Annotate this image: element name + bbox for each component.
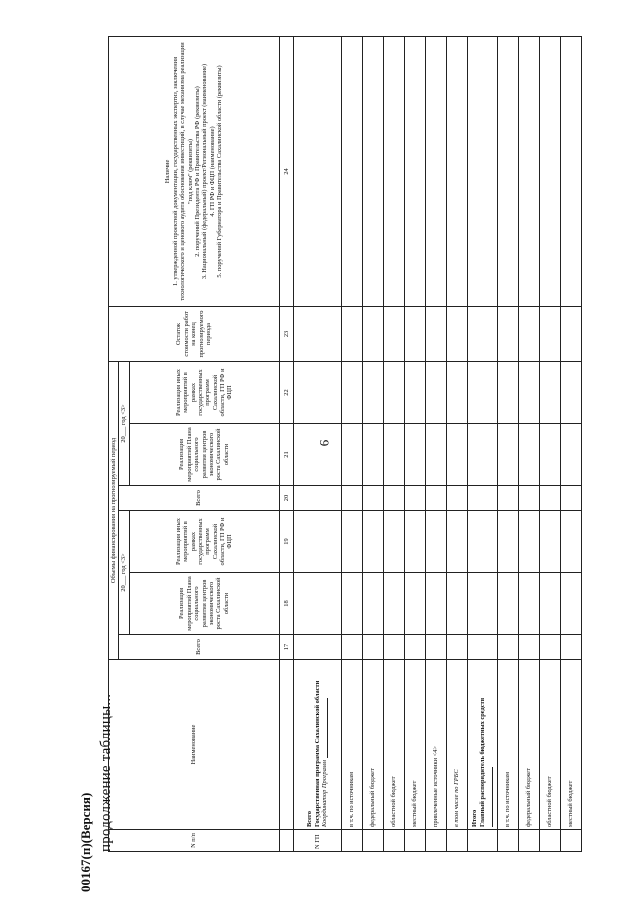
table-row [341, 36, 362, 851]
table-row [404, 36, 425, 851]
row-label: в т.ч. по источникам [341, 660, 362, 830]
header-row-1 [109, 36, 119, 851]
row-label: в т.ч. по источникам [497, 660, 518, 830]
rotated-page-content [78, 37, 628, 892]
table-row [425, 36, 446, 851]
availability-item-4: 4. ГП РФ и ФЦП (наименование) [208, 126, 216, 217]
row-label: областной бюджет [539, 660, 560, 830]
col-number: 22 [279, 361, 293, 423]
col-number: 20 [279, 486, 293, 511]
row-label: областной бюджет [383, 660, 404, 830]
header-volumes: Объемы финансирования на прогнозируемый период [109, 361, 119, 659]
header-remaining: Остаток стоимости работ на конец прогнозируемого периода [109, 306, 280, 361]
form-code: 00167(п)(Версия) [78, 792, 93, 892]
availability-item-2: 2. поручений Президента РФ и Правительства РФ (реквизиты) [193, 86, 201, 257]
header-availability [109, 36, 280, 306]
col-number: 19 [279, 511, 293, 573]
row-label: привлеченные источники <4> [425, 660, 446, 830]
header-total-2: Всего [119, 486, 279, 511]
col-number: 18 [279, 573, 293, 635]
header-other-events-2: Реализация иных мероприятий в рамках государственных программ Сахалинской области, ГП РФ и ФЦП [129, 361, 279, 423]
col-number: 21 [279, 424, 293, 486]
gp-number: N ГП [293, 830, 341, 852]
row-total-label: Всего [306, 811, 314, 827]
availability-title: Наличие [164, 159, 172, 184]
col-number: 24 [279, 36, 293, 306]
table-row [383, 36, 404, 851]
availability-item-1: 1. утвержденной проектной документации, государственных экспертиз, заключения технологического и ценового аудита обоснования инвестиций, в случае механизма реализации "под ключ" (реквизиты) [171, 42, 194, 301]
table-row [293, 36, 341, 851]
header-total-1: Всего [119, 635, 279, 660]
availability-item-3: 3. Национальный (федеральный) проект/Региональный проект (наименование) [201, 63, 209, 280]
table-row [560, 36, 581, 851]
header-plan-sea-2: Реализация мероприятий Плана социального развития центров экономического роста Сахалинской области [129, 424, 279, 486]
page-number: 9 [317, 439, 332, 447]
header-name: Наименование [109, 660, 280, 830]
table-row [518, 36, 539, 851]
header-n-pp: N п/п [109, 830, 280, 852]
header-year-2: 20___ год <3> [119, 361, 129, 485]
table-row [467, 36, 497, 851]
row-label: местный бюджет [560, 660, 581, 830]
main-admin-label: Главный распорядитель бюджетных средств [478, 697, 486, 827]
table-row [497, 36, 518, 851]
availability-item-5: 5. поручений Губернатора и Правительства Сахалинской области (реквизиты) [215, 65, 223, 278]
header-other-events-1: Реализация иных мероприятий в рамках государственных программ Сахалинской области, ГП РФ и ФЦП [129, 511, 279, 573]
table-row [446, 36, 467, 851]
col-number: 17 [279, 635, 293, 660]
coordinator-label: Координатор Программ [320, 760, 328, 827]
table-row [539, 36, 560, 851]
table-row [362, 36, 383, 851]
col-number: 23 [279, 306, 293, 361]
column-number-row [279, 36, 293, 851]
financing-table [108, 36, 582, 852]
header-year-1: 20___ год <3> [119, 511, 129, 635]
row-label: в том числе по ГРБС [446, 660, 467, 830]
gp-name: Государственная программа Сахалинской области [313, 680, 321, 827]
row-label: федеральный бюджет [518, 660, 539, 830]
header-plan-sea-1: Реализация мероприятий Плана социального развития центров экономического роста Сахалинской области [129, 573, 279, 635]
row-label: федеральный бюджет [362, 660, 383, 830]
continuation-caption: продолжение таблицы... [98, 693, 114, 852]
row-label: местный бюджет [404, 660, 425, 830]
itogo-label: Итого [471, 809, 479, 827]
